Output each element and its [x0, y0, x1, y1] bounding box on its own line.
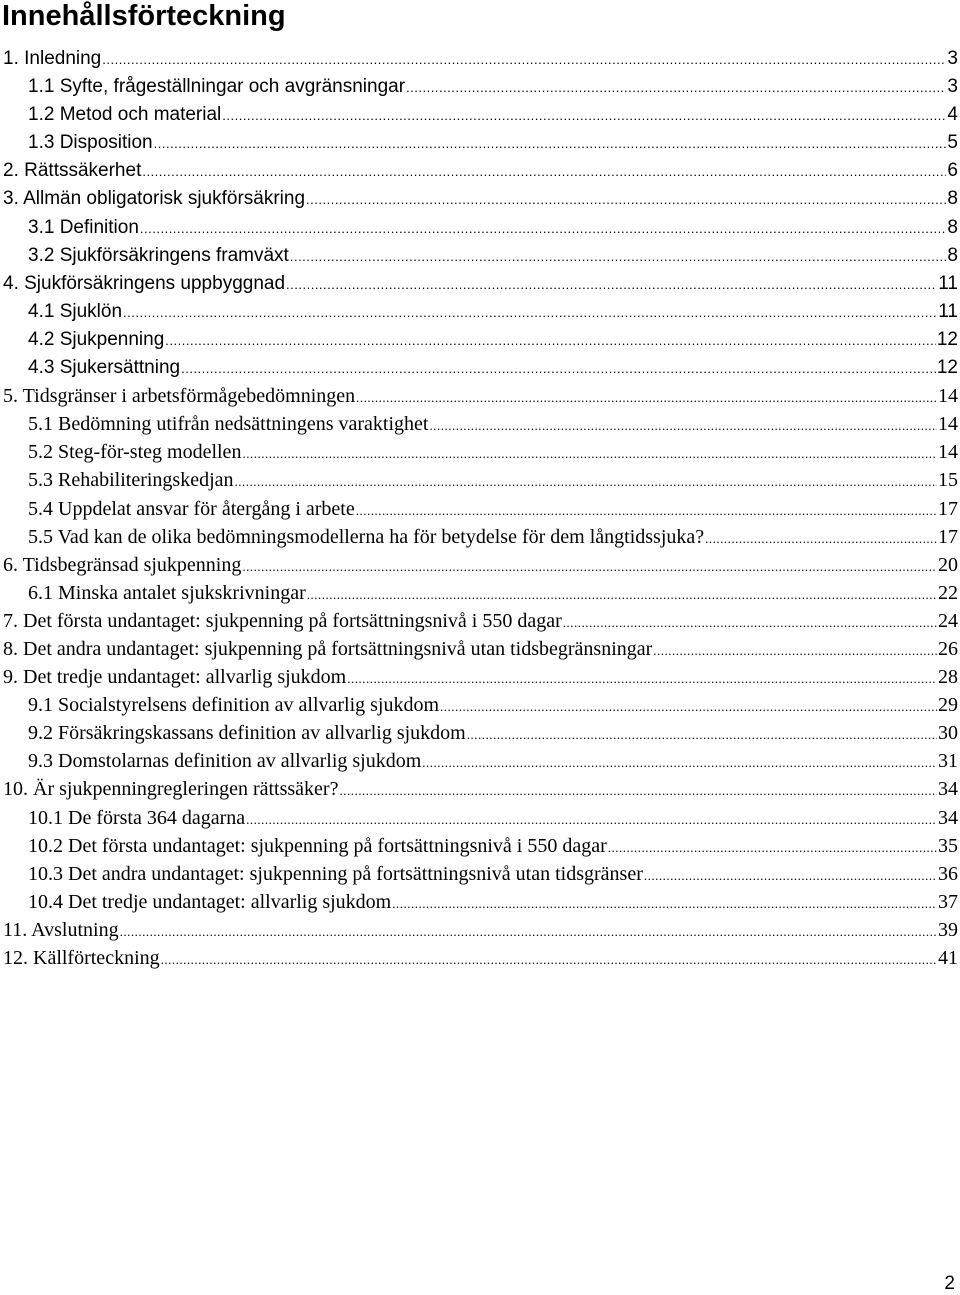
- toc-entry-title: 5.5 Vad kan de olika bedömningsmodellerna ha för betydelse för dem långtidssjuka?: [28, 525, 705, 548]
- toc-entry-page: 14: [938, 385, 958, 408]
- toc-entry[interactable]: [0, 495, 960, 523]
- toc-entry-title: 7. Det första undantaget: sjukpenning på fortsättningsnivå i 550 dagar: [3, 609, 562, 632]
- toc-entry[interactable]: [0, 45, 960, 73]
- toc-dot-leader: [102, 46, 946, 74]
- toc-entry-page: 3: [947, 48, 958, 69]
- toc-entry-title: 4.2 Sjukpenning: [28, 328, 165, 350]
- toc-entry[interactable]: [0, 663, 960, 691]
- toc-entry-page: 12: [936, 328, 958, 350]
- toc-entry-page: 26: [938, 637, 958, 660]
- toc-dot-leader: [242, 440, 937, 468]
- toc-entry[interactable]: [0, 944, 960, 972]
- toc-entry-page: 17: [938, 525, 958, 548]
- toc-dot-leader: [339, 777, 937, 805]
- toc-entry[interactable]: [0, 691, 960, 719]
- toc-entry-page: 11: [938, 300, 958, 322]
- toc-dot-leader: [120, 918, 937, 946]
- toc-dot-leader: [181, 355, 936, 383]
- toc-entry-page: 8: [947, 188, 958, 210]
- toc-entry[interactable]: [0, 579, 960, 607]
- toc-dot-leader: [429, 412, 937, 440]
- toc-entry[interactable]: [0, 523, 960, 551]
- toc-entry-page: 20: [938, 553, 958, 576]
- toc-dot-leader: [235, 468, 937, 496]
- toc-dot-leader: [563, 609, 937, 637]
- toc-entry[interactable]: [0, 551, 960, 579]
- toc-dot-leader: [242, 553, 937, 581]
- toc-entry[interactable]: [0, 214, 960, 242]
- toc-entry[interactable]: [0, 270, 960, 298]
- toc-entry[interactable]: [0, 860, 960, 888]
- toc-entry-page: 11: [938, 272, 958, 294]
- toc-dot-leader: [161, 946, 937, 974]
- toc-dot-leader: [467, 721, 937, 749]
- toc-entry[interactable]: [0, 747, 960, 775]
- toc-entry[interactable]: [0, 438, 960, 466]
- toc-entry-title: 9.3 Domstolarnas definition av allvarlig sjukdom: [28, 750, 422, 773]
- toc-dot-leader: [222, 102, 946, 130]
- table-of-contents: [0, 45, 960, 972]
- toc-dot-leader: [165, 327, 936, 355]
- toc-dot-leader: [306, 186, 946, 214]
- toc-dot-leader: [705, 525, 937, 553]
- page-title: Innehållsförteckning: [2, 0, 286, 32]
- toc-entry-title: 1.1 Syfte, frågeställningar och avgränsningar: [28, 76, 406, 98]
- toc-entry-title: 9.2 Försäkringskassans definition av allvarlig sjukdom: [28, 722, 466, 745]
- toc-entry-page: 24: [938, 609, 958, 632]
- toc-entry-page: 5: [947, 132, 958, 154]
- toc-entry-title: 9. Det tredje undantaget: allvarlig sjukdom: [3, 666, 347, 689]
- toc-entry-title: 2. Rättssäkerhet: [3, 160, 142, 182]
- toc-entry-title: 8. Det andra undantaget: sjukpenning på fortsättningsnivå utan tidsbegränsningar: [3, 637, 653, 660]
- toc-entry-page: 8: [947, 244, 958, 266]
- toc-dot-leader: [406, 74, 946, 102]
- toc-entry[interactable]: [0, 129, 960, 157]
- page-number: 2: [944, 1273, 955, 1294]
- toc-entry-page: 17: [938, 497, 958, 520]
- toc-entry-title: 12. Källförteckning: [3, 947, 160, 969]
- toc-entry-page: 34: [938, 806, 958, 829]
- toc-dot-leader: [440, 693, 937, 721]
- toc-dot-leader: [644, 862, 937, 890]
- toc-entry-page: 14: [938, 413, 958, 436]
- toc-entry[interactable]: [0, 466, 960, 494]
- toc-dot-leader: [347, 665, 937, 693]
- toc-entry-title: 1.2 Metod och material: [28, 104, 222, 126]
- toc-entry-page: 39: [938, 918, 958, 941]
- toc-entry-page: 4: [947, 104, 958, 126]
- toc-dot-leader: [653, 637, 937, 665]
- toc-entry-title: 10.3 Det andra undantaget: sjukpenning på fortsättningsnivå utan tidsgränser: [28, 862, 643, 885]
- toc-entry[interactable]: [0, 101, 960, 129]
- toc-entry[interactable]: [0, 607, 960, 635]
- toc-entry-page: 8: [947, 216, 958, 238]
- toc-dot-leader: [307, 581, 937, 609]
- toc-entry-page: 6: [947, 160, 958, 182]
- toc-entry-title: 10.1 De första 364 dagarna: [28, 806, 246, 829]
- toc-dot-leader: [290, 243, 947, 271]
- toc-entry-title: 3. Allmän obligatorisk sjukförsäkring: [3, 188, 306, 210]
- toc-dot-leader: [422, 749, 937, 777]
- toc-entry-title: 6. Tidsbegränsad sjukpenning: [3, 553, 242, 576]
- toc-entry-page: 41: [938, 947, 958, 969]
- toc-dot-leader: [123, 299, 937, 327]
- toc-entry-page: 22: [938, 581, 958, 604]
- toc-entry-page: 37: [938, 890, 958, 913]
- toc-entry-page: 36: [938, 862, 958, 885]
- toc-entry-page: 29: [938, 694, 958, 717]
- toc-dot-leader: [286, 271, 937, 299]
- toc-entry[interactable]: [0, 326, 960, 354]
- toc-entry[interactable]: [0, 354, 960, 382]
- toc-entry-title: 4.3 Sjukersättning: [28, 357, 181, 379]
- toc-entry-page: 31: [938, 750, 958, 773]
- toc-entry-page: 34: [938, 778, 958, 801]
- toc-dot-leader: [608, 834, 937, 862]
- toc-dot-leader: [392, 890, 937, 918]
- toc-entry-page: 28: [938, 666, 958, 689]
- toc-entry-title: 1.3 Disposition: [28, 132, 153, 154]
- toc-entry-title: 5.4 Uppdelat ansvar för återgång i arbete: [28, 497, 355, 520]
- toc-entry[interactable]: [0, 242, 960, 270]
- toc-entry-title: 10.2 Det första undantaget: sjukpenning på fortsättningsnivå i 550 dagar: [28, 834, 607, 857]
- toc-entry[interactable]: [0, 916, 960, 944]
- toc-entry-page: 35: [938, 834, 958, 857]
- toc-dot-leader: [356, 384, 937, 412]
- toc-entry-page: 3: [947, 76, 958, 98]
- toc-entry-title: 10.4 Det tredje undantaget: allvarlig sjukdom: [28, 890, 392, 913]
- toc-entry-title: 5. Tidsgränser i arbetsförmågebedömningen: [3, 385, 356, 408]
- toc-entry-title: 3.2 Sjukförsäkringens framväxt: [28, 244, 289, 266]
- toc-entry[interactable]: [0, 73, 960, 101]
- toc-dot-leader: [246, 806, 937, 834]
- toc-entry[interactable]: [0, 635, 960, 663]
- toc-entry-page: 15: [938, 469, 958, 492]
- toc-entry[interactable]: [0, 185, 960, 213]
- toc-entry-title: 6.1 Minska antalet sjukskrivningar: [28, 581, 306, 604]
- toc-entry[interactable]: [0, 410, 960, 438]
- toc-entry[interactable]: [0, 298, 960, 326]
- toc-dot-leader: [142, 158, 946, 186]
- toc-entry-title: 5.2 Steg-för-steg modellen: [28, 441, 242, 464]
- toc-entry-page: 14: [938, 441, 958, 464]
- toc-entry-title: 9.1 Socialstyrelsens definition av allvarlig sjukdom: [28, 694, 440, 717]
- toc-entry[interactable]: [0, 804, 960, 832]
- toc-entry-title: 1. Inledning: [3, 48, 102, 69]
- toc-dot-leader: [140, 215, 947, 243]
- toc-entry-page: 30: [938, 722, 958, 745]
- toc-entry[interactable]: [0, 888, 960, 916]
- toc-dot-leader: [154, 130, 947, 158]
- toc-entry[interactable]: [0, 382, 960, 410]
- toc-entry[interactable]: [0, 775, 960, 803]
- toc-entry[interactable]: [0, 719, 960, 747]
- toc-entry-title: 4. Sjukförsäkringens uppbyggnad: [3, 272, 286, 294]
- toc-entry-title: 4.1 Sjuklön: [28, 300, 123, 322]
- toc-entry[interactable]: [0, 832, 960, 860]
- toc-entry[interactable]: [0, 157, 960, 185]
- toc-entry-page: 12: [936, 357, 958, 379]
- toc-entry-title: 3.1 Definition: [28, 216, 139, 238]
- toc-dot-leader: [356, 497, 937, 525]
- toc-entry-title: 10. Är sjukpenningregleringen rättssäker?: [3, 778, 339, 801]
- toc-entry-title: 11. Avslutning: [3, 918, 119, 941]
- toc-entry-title: 5.3 Rehabiliteringskedjan: [28, 469, 234, 492]
- toc-entry-title: 5.1 Bedömning utifrån nedsättningens varaktighet: [28, 413, 429, 436]
